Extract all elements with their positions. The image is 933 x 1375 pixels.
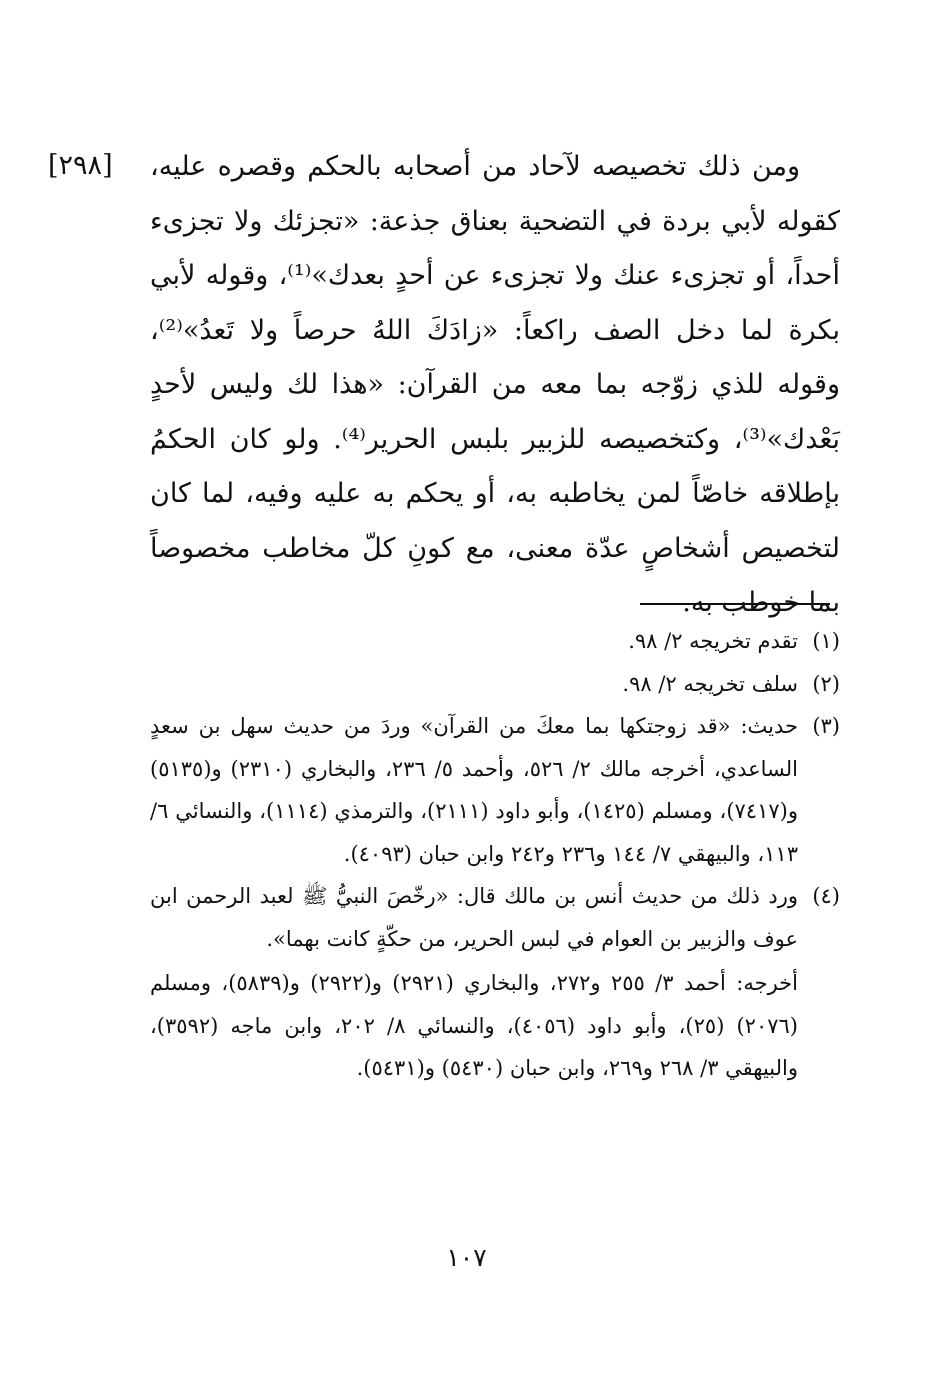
footnote-body [150, 620, 798, 663]
footnote-text: ورد ذلك من حديث أنس بن مالك قال: «رخّصَ النبيُّ ﷺ لعبد الرحمن ابن عوف والزبير بن العوام في لبس الحرير، من حكّةٍ كانت بهما». [150, 884, 798, 951]
footnote-separator [640, 603, 830, 605]
footnote-text: سلف تخريجه ٢/ ٩٨. [622, 671, 798, 696]
footnote-continuation: أخرجه: أحمد ٣/ ٢٥٥ و٢٧٢، والبخاري (٢٩٢١) و(٢٩٢٢) و(٥٨٣٩)، ومسلم (٢٠٧٦) (٢٥)، وأبو داود (٤٠٥٦)، والنسائي ٨/ ٢٠٢، وابن ماجه (٣٥٩٢)، والبيهقي ٣/ ٢٦٨ و٢٦٩، وابن حبان (٥٤٣٠) و(٥٤٣١). [150, 971, 798, 1080]
footnote-number: (٤) [812, 884, 840, 908]
footnote-1 [150, 620, 840, 663]
footnote-body [150, 705, 798, 875]
footnote-text: حديث: «قد زوجتكها بما معكَ من القرآن» وردَ من حديث سهل بن سعدٍ الساعدي، أخرجه مالك ٢/ ٥٢٦، وأحمد ٥/ ٢٣٦، والبخاري (٢٣١٠) و(٥١٣٥) و(٧٤١٧)، ومسلم (١٤٢٥)، وأبو داود (٢١١١)، والترمذي (١١١٤)، والنسائي ٦/ ١١٣، والبيهقي ٧/ ١٤٤ و٢٣٦ و٢٤٢ وابن حبان (٤٠٩٣). [150, 714, 798, 866]
footnote-body [150, 875, 798, 1090]
main-paragraph: ومن ذلك تخصيصه لآحاد من أصحابه بالحكم وقصره عليه، كقوله لأبي بردة في التضحية بعناق جذعة: «تجزئك ولا تجزىء أحداً، أو تجزىء عنك ولا تجزىء عن أحدٍ بعدك»⁽¹⁾، وقوله لأبي بكرة لما دخل الصف راكعاً: «زادَكَ اللهُ حرصاً ولا تَعدُ»⁽²⁾، وقوله للذي زوّجه بما معه من القرآن: «هذا لك وليس لأحدٍ بَعْدك»⁽³⁾، وكتخصيصه للزبير بلبس الحرير⁽⁴⁾. ولو كان الحكمُ بإطلاقه خاصّاً لمن يخاطبه به، أو يحكم به عليه وفيه، لما كان لتخصيص أشخاصٍ عدّة معنى، مع كونِ كلّ مخاطب مخصوصاً بما خوطب به. [150, 151, 841, 618]
footnote-2 [150, 663, 840, 706]
page-number: ١٠٧ [446, 1243, 487, 1272]
footnote-number: (٣) [812, 714, 840, 738]
footnote-3 [150, 705, 840, 875]
footnote-number: (١) [812, 629, 840, 653]
footnote-text: تقدم تخريجه ٢/ ٩٨. [628, 629, 798, 653]
main-text [150, 140, 840, 631]
paragraph-number: [٢٩٨] [48, 150, 113, 181]
footnote-4 [150, 875, 840, 1090]
footnotes [150, 620, 840, 1090]
footnote-number: (٢) [812, 671, 840, 696]
footnote-body [150, 663, 798, 706]
